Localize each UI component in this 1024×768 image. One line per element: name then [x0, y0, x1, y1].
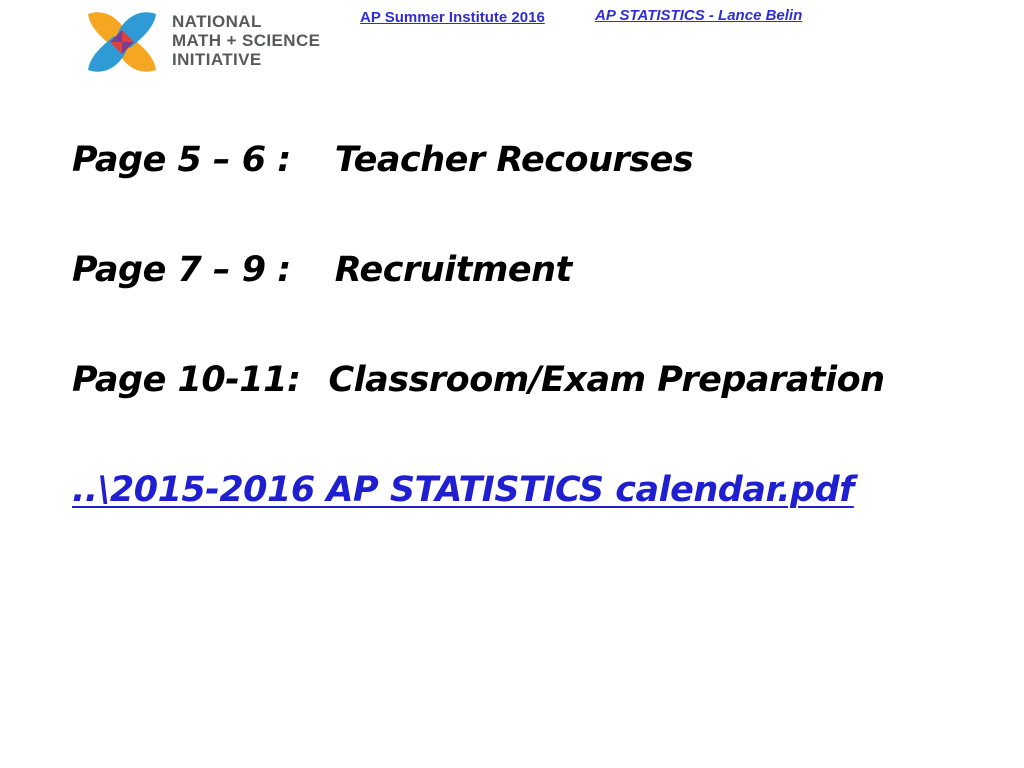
page-range-line-2 [72, 250, 572, 290]
topic-label: Classroom/Exam Preparation [328, 360, 885, 400]
topic-label: Teacher Recourses [334, 140, 694, 180]
page-range-line-1 [72, 140, 693, 180]
logo-wordmark [172, 12, 320, 69]
institute-link[interactable]: AP Summer Institute 2016 [360, 9, 545, 26]
page-range-label: Page 10-11: [72, 360, 301, 400]
page-range-line-3 [72, 360, 885, 400]
course-link[interactable]: AP STATISTICS - Lance Belin [595, 7, 803, 24]
nmsi-logo-icon [84, 8, 160, 76]
calendar-pdf-link[interactable]: ..\2015-2016 AP STATISTICS calendar.pdf [72, 470, 854, 510]
logo-line-3: INITIATIVE [172, 50, 262, 69]
page-range-label: Page 5 – 6 : [72, 140, 291, 180]
page-range-label: Page 7 – 9 : [72, 250, 291, 290]
logo-line-1: NATIONAL [172, 12, 262, 31]
topic-label: Recruitment [334, 250, 572, 290]
logo-line-2: MATH + SCIENCE [172, 31, 321, 50]
